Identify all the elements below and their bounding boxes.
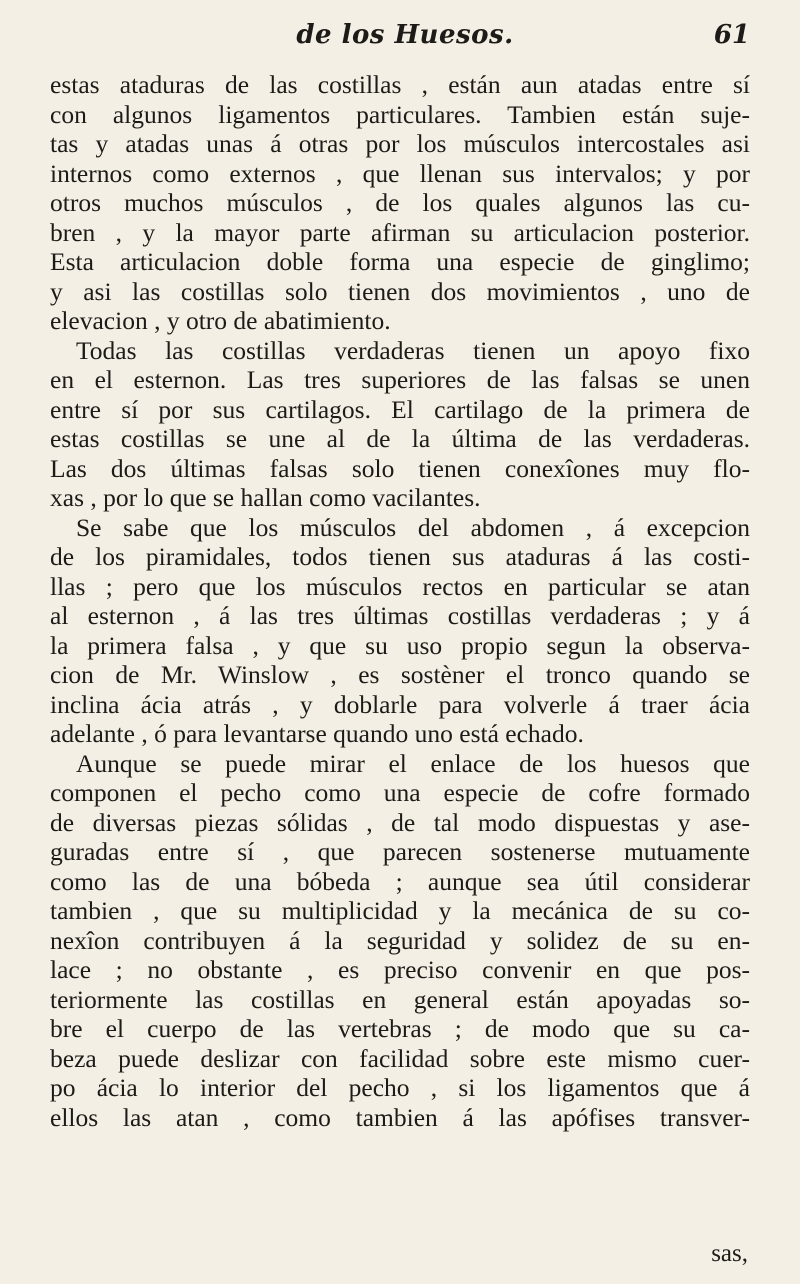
catchword: sas, — [711, 1240, 748, 1267]
text-line: estas ataduras de las costillas , están aun atadas entre sí — [50, 70, 750, 99]
text-line: y asi las costillas solo tienen dos movimientos , uno de — [50, 276, 750, 306]
text-line: guradas entre sí , que parecen sostenerse mutuamente — [50, 837, 750, 866]
page-number: 61 — [713, 20, 750, 50]
text-line: otros muchos músculos , de los quales algunos las cu- — [50, 188, 750, 217]
text-line: lace ; no obstante , es preciso convenir en que pos- — [50, 955, 750, 984]
text-line: como las de una bóbeda ; aunque sea útil considerar — [50, 866, 750, 896]
paragraph — [50, 336, 750, 513]
text-line: xas , por lo que se hallan como vacilantes. — [50, 483, 481, 512]
paragraph — [50, 70, 750, 336]
text-line: Esta articulacion doble forma una especie de ginglimo; — [50, 247, 750, 276]
text-line: en el esternon. Las tres superiores de las falsas se unen — [50, 365, 750, 394]
text-line: estas costillas se une al de la última de las verdaderas. — [50, 424, 750, 453]
text-line: con algunos ligamentos particulares. Tambien están suje- — [50, 99, 750, 129]
text-line: ellos las atan , como tambien á las apófises transver- — [50, 1102, 750, 1132]
text-line: nexîon contribuyen á la seguridad y solidez de su en- — [50, 925, 750, 955]
body-text — [50, 70, 750, 1132]
text-line: Aunque se puede mirar el enlace de los huesos que — [76, 748, 750, 778]
text-line: entre sí por sus cartilagos. El cartilago de la primera de — [50, 394, 750, 424]
text-line: llas ; pero que los músculos rectos en particular se atan — [50, 571, 750, 601]
text-line: adelante , ó para levantarse quando uno está echado. — [50, 719, 584, 748]
text-line: tas y atadas unas á otras por los músculos intercostales asi — [50, 129, 750, 158]
text-line: Se sabe que los músculos del abdomen , á excepcion — [76, 512, 750, 542]
text-line: Todas las costillas verdaderas tienen un apoyo fixo — [76, 335, 750, 365]
text-line: tambien , que su multiplicidad y la mecánica de su co- — [50, 896, 750, 925]
text-line: bren , y la mayor parte afirman su articulacion posterior. — [50, 217, 750, 247]
running-head: de los Huesos. — [296, 20, 514, 50]
text-line: inclina ácia atrás , y doblarle para volverle á traer ácia — [50, 689, 750, 719]
page-header — [60, 20, 750, 60]
text-line: bre el cuerpo de las vertebras ; de modo que su ca- — [50, 1014, 750, 1043]
text-line: la primera falsa , y que su uso propio segun la observa- — [50, 630, 750, 660]
text-line: de diversas piezas sólidas , de tal modo dispuestas y ase- — [50, 807, 750, 837]
text-line: componen el pecho como una especie de cofre formado — [50, 778, 750, 807]
text-line: po ácia lo interior del pecho , si los ligamentos que á — [50, 1073, 750, 1102]
text-line: beza puede deslizar con facilidad sobre este mismo cuer- — [50, 1043, 750, 1073]
text-line: internos como externos , que llenan sus intervalos; y por — [50, 158, 750, 188]
text-line: teriormente las costillas en general están apoyadas so- — [50, 984, 750, 1014]
text-line: cion de Mr. Winslow , es sostèner el tronco quando se — [50, 660, 750, 689]
paragraph — [50, 513, 750, 749]
text-line: de los piramidales, todos tienen sus ataduras á las costi- — [50, 542, 750, 571]
text-line: elevacion , y otro de abatimiento. — [50, 306, 391, 335]
text-line: al esternon , á las tres últimas costillas verdaderas ; y á — [50, 601, 750, 630]
paragraph — [50, 749, 750, 1133]
text-line: Las dos últimas falsas solo tienen conexîones muy flo- — [50, 453, 750, 483]
